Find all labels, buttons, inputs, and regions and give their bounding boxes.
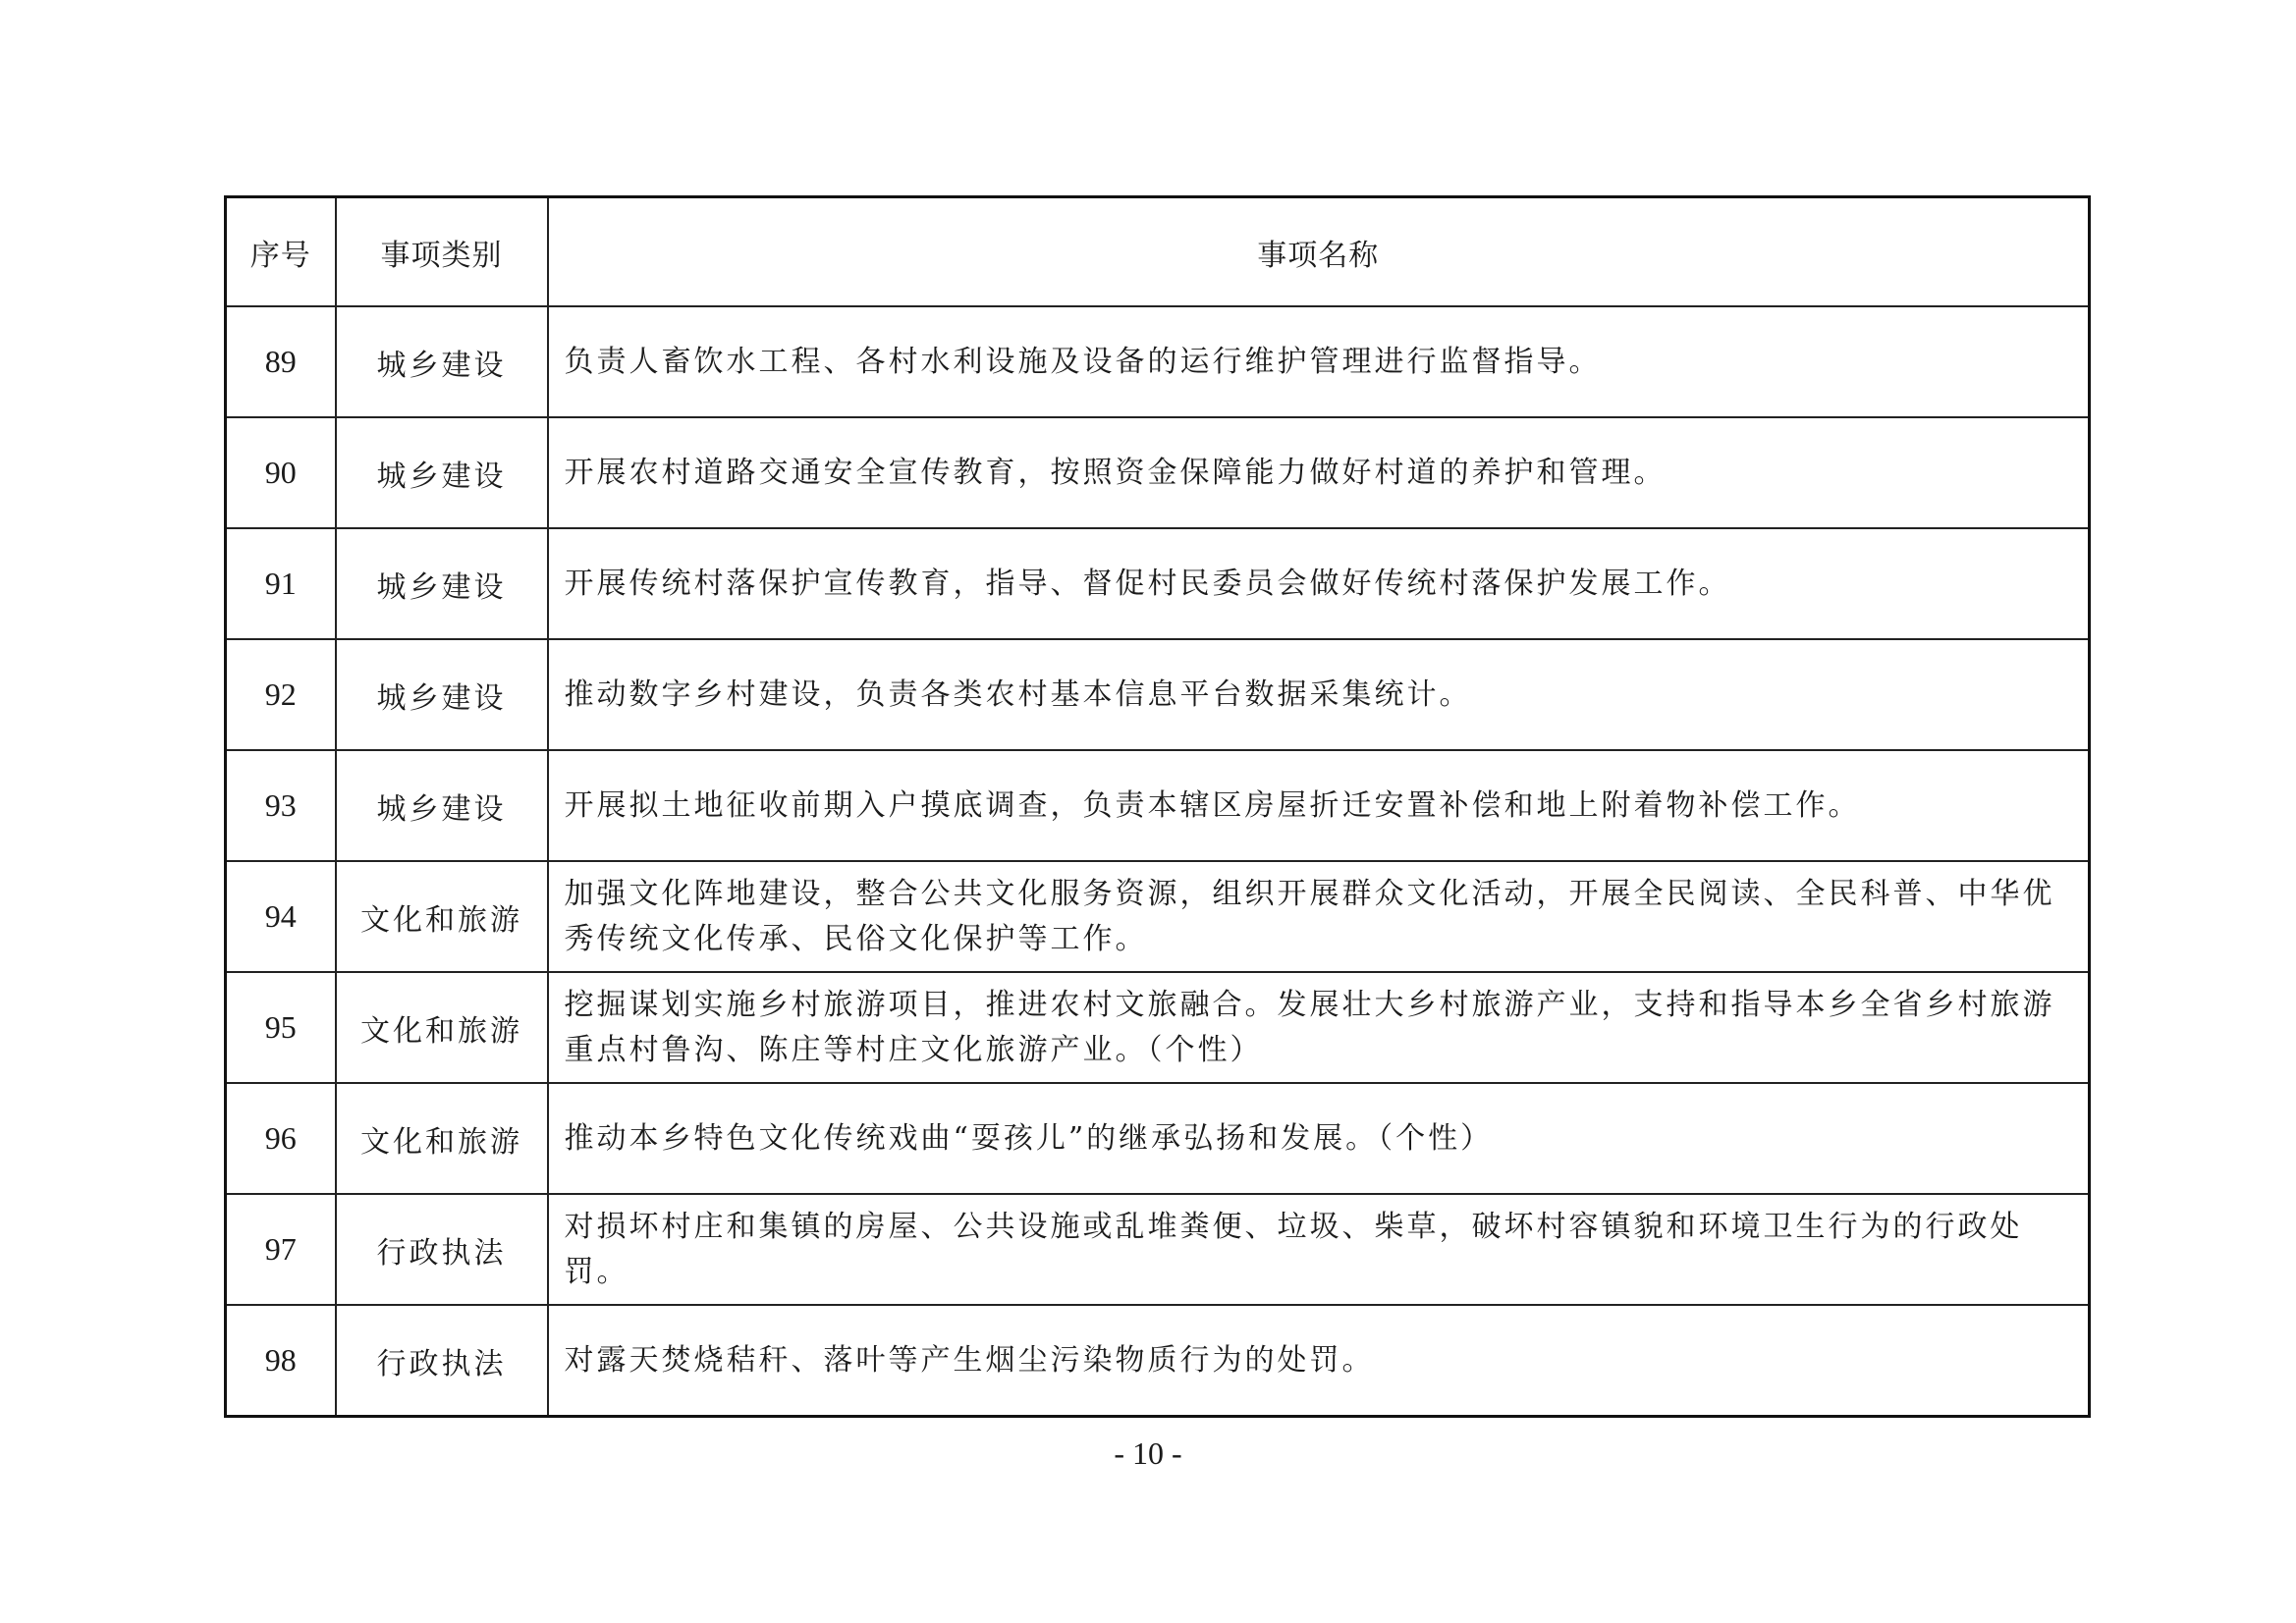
table-row [226,417,2090,528]
row-name: 开展农村道路交通安全宣传教育，按照资金保障能力做好村道的养护和管理。 [548,417,2090,528]
page-number: - 10 - [1114,1435,1182,1471]
header-category: 事项类别 [336,197,548,307]
row-index: 94 [226,861,336,972]
row-index: 90 [226,417,336,528]
table-row [226,972,2090,1083]
row-index: 92 [226,639,336,750]
row-category: 文化和旅游 [336,861,548,972]
row-category: 城乡建设 [336,306,548,417]
row-index: 93 [226,750,336,861]
table-row [226,528,2090,639]
table-row [226,1305,2090,1417]
row-category: 城乡建设 [336,528,548,639]
row-name: 开展拟土地征收前期入户摸底调查，负责本辖区房屋折迁安置补偿和地上附着物补偿工作。 [548,750,2090,861]
row-name: 挖掘谋划实施乡村旅游项目，推进农村文旅融合。发展壮大乡村旅游产业，支持和指导本乡全省乡村旅游重点村鲁沟、陈庄等村庄文化旅游产业。（个性） [548,972,2090,1083]
row-category: 文化和旅游 [336,972,548,1083]
row-name: 对露天焚烧秸秆、落叶等产生烟尘污染物质行为的处罚。 [548,1305,2090,1417]
row-index: 96 [226,1083,336,1194]
duties-table [224,195,2091,1418]
table-row [226,1083,2090,1194]
table-row [226,306,2090,417]
header-name: 事项名称 [548,197,2090,307]
row-name: 推动本乡特色文化传统戏曲“耍孩儿”的继承弘扬和发展。（个性） [548,1083,2090,1194]
row-name: 开展传统村落保护宣传教育，指导、督促村民委员会做好传统村落保护发展工作。 [548,528,2090,639]
row-index: 89 [226,306,336,417]
row-name: 推动数字乡村建设，负责各类农村基本信息平台数据采集统计。 [548,639,2090,750]
table-row [226,861,2090,972]
header-index: 序号 [226,197,336,307]
row-category: 城乡建设 [336,417,548,528]
row-name: 加强文化阵地建设，整合公共文化服务资源，组织开展群众文化活动，开展全民阅读、全民科普、中华优秀传统文化传承、民俗文化保护等工作。 [548,861,2090,972]
row-index: 97 [226,1194,336,1305]
row-index: 91 [226,528,336,639]
row-category: 行政执法 [336,1305,548,1417]
row-index: 98 [226,1305,336,1417]
row-name: 对损坏村庄和集镇的房屋、公共设施或乱堆粪便、垃圾、柴草，破坏村容镇貌和环境卫生行为的行政处罚。 [548,1194,2090,1305]
table-row [226,1194,2090,1305]
table-header-row [226,197,2090,307]
row-index: 95 [226,972,336,1083]
row-category: 文化和旅游 [336,1083,548,1194]
row-category: 行政执法 [336,1194,548,1305]
row-category: 城乡建设 [336,750,548,861]
table-row [226,750,2090,861]
row-category: 城乡建设 [336,639,548,750]
table-row [226,639,2090,750]
row-name: 负责人畜饮水工程、各村水利设施及设备的运行维护管理进行监督指导。 [548,306,2090,417]
